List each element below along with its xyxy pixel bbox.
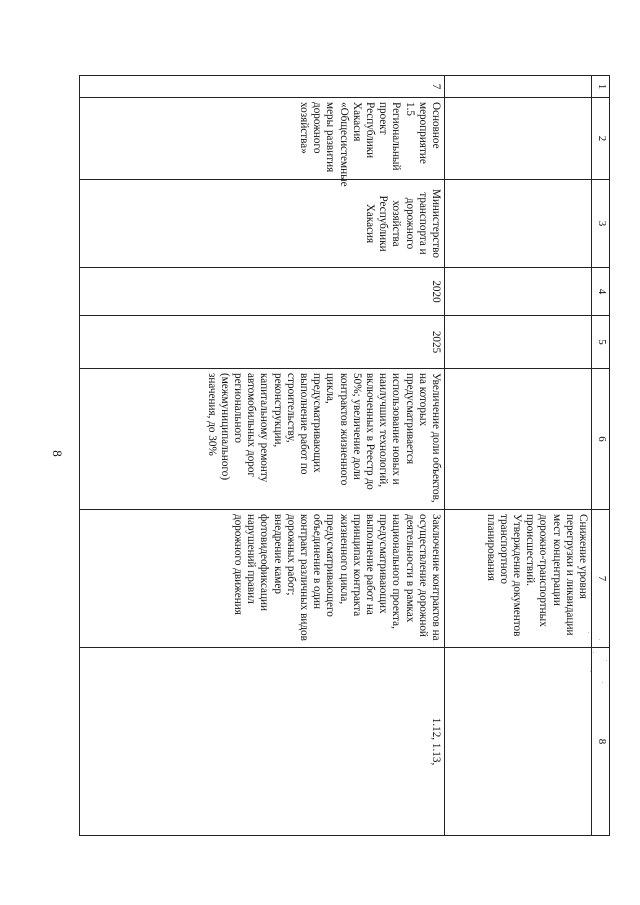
column-number: 2: [592, 98, 610, 180]
column-number: 7: [592, 510, 610, 648]
landscape-table-page: [80, 75, 610, 835]
row-number-cell: 7: [80, 76, 445, 98]
column-number: 1: [592, 76, 610, 98]
column-number: 4: [592, 268, 610, 316]
end-year-cell: 2025: [80, 316, 445, 369]
indicator-link-cell: 1.12, 1.13,: [80, 648, 445, 836]
scan-specks: [585, 630, 625, 690]
table-cell: [445, 98, 592, 180]
column-number: 3: [592, 180, 610, 268]
measure-name-cell: Основное мероприятие 1.5 Региональный проект Республики Хакасия «Общесистемные меры развития дорожного хозяйства»: [80, 98, 445, 180]
table-cell: [445, 268, 592, 316]
expected-result-cell: Снижение уровня перегрузки и ликвидации мест концентрации дорожно-транспортных происшествий. Утверждение документов транспортного планирования: [445, 510, 592, 648]
column-number-row: [592, 76, 610, 836]
start-year-cell: 2020: [80, 268, 445, 316]
column-number: 8: [592, 648, 610, 836]
column-number: 5: [592, 316, 610, 369]
table-cell: [445, 76, 592, 98]
table-cell: [445, 316, 592, 369]
activities-cell: Заключение контрактов на осуществление дорожной деятельности в рамках национального проекта, предусматривающих выполнение работ на принципах контракта жизненного цикла, предусматривающего объединение в один контракт различных видов дорожных работ; внедрение камер фотовидеофиксации нарушений правил дорожного движения: [80, 510, 445, 648]
table-cell: [445, 648, 592, 836]
column-number: 6: [592, 369, 610, 510]
expected-result-cell: Увеличение доли объектов, на которых предусматривается использование новых и наилучших технологий, включенных в Реестр до 50%; увеличение доли контрактов жизненного цикла, предусматривающих выполнение работ по строительству, реконструкции, капитальному ремонту автомобильных дорог регионального (межмуниципального) значения, до 30%: [80, 369, 445, 510]
table-row: [80, 76, 445, 836]
table-cell: [445, 369, 592, 510]
executor-cell: Министерство транспорта и дорожного хозяйства Республики Хакасия: [80, 180, 445, 268]
table-cell: [445, 180, 592, 268]
table-row: [445, 76, 592, 836]
page-number: 8: [49, 450, 65, 457]
measures-table: [79, 75, 610, 836]
